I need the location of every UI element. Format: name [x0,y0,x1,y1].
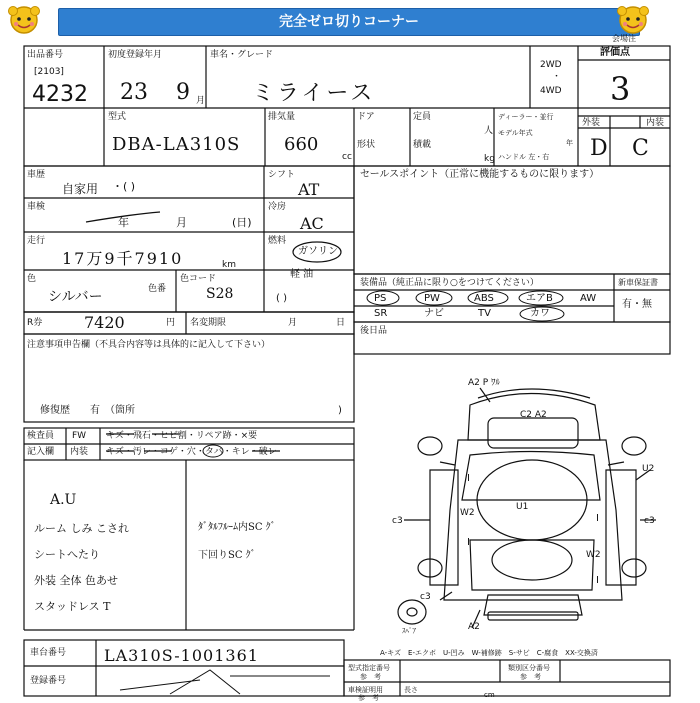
chassis-label: 車台番号 [30,648,67,658]
person-unit: 人 [484,126,494,136]
displacement-label: 排気量 [268,112,296,122]
color-number-label: 色番 [148,284,167,294]
recycle-value: 7420 [84,313,125,332]
equip-tv: TV [478,308,491,319]
damage-mark: C2 A2 [520,410,547,420]
diagram-legend: A-キズ E-エクボ U-凹み W-補修跡 S-サビ C-腐食 XX-交換済 [380,649,598,657]
type-spec-sub: 参 考 [360,673,381,681]
sales-point-label: セールスポイント（正常に機能するものに限ります） [360,169,600,180]
rating-value: 3 [610,70,631,108]
month-unit: 月 [196,96,206,106]
drive-4wd: 4WD [540,86,562,96]
model-name-label: 車名・グレード [210,50,274,60]
yen-unit: 円 [166,318,176,328]
interior-label: 内装 [646,118,665,128]
damage-mark: U1 [516,502,529,512]
rear-seat-label: 後日品 [360,326,388,336]
cm-unit: cm [484,691,495,699]
lot-label: 出品番号 [27,50,64,60]
fw-items: キズ・飛石・ヒビ割・リペア跡・×要 [106,431,258,441]
inspection-day: (日) [232,216,252,229]
note-line: シートへたり [34,548,100,561]
note-line: A.U [50,492,77,508]
equip-airbag: エアB [526,293,553,304]
color-label: 色 [27,274,37,284]
cc-unit: cc [342,152,352,162]
fuel-diesel: 軽 油 [290,269,314,280]
damage-mark: I [596,513,599,524]
equipment-label: 装備品（純正品に限り○をつけてください） [360,278,539,288]
history-value: 自家用 [62,182,99,196]
damage-mark: W2 [586,550,601,560]
handle-label: ハンドル 左・右 [498,153,550,161]
notes-label: 注意事項申告欄（不具合内容等は具体的に記入して下さい） [27,340,271,350]
damage-mark: c3 [644,516,655,526]
first-reg-year: 23 [120,80,148,105]
name-change-label: 名変期限 [190,318,227,328]
color-code: S28 [206,286,234,302]
cert-label: 車検証明用 [348,686,383,694]
kg-unit: kg [484,154,495,164]
entry-label: 記入欄 [27,447,55,457]
exterior-label: 外装 [582,118,601,128]
fuel-label: 燃料 [268,236,287,246]
inspection-month: 月 [176,216,187,229]
equip-leather: カワ [530,308,550,319]
banner-title: 完全ゼロ切りコーナー [279,14,419,30]
class-label: 類別区分番号 [508,664,550,672]
note-right-line: ﾀﾞﾀﾙﾌﾙｰﾑ内SC ｸﾞ [198,522,276,533]
displacement-value: 660 [284,134,319,155]
shift-label: シフト [268,170,296,180]
exterior-grade: D [590,136,608,161]
cert-sub: 参 考 [358,694,379,702]
inspector-label: 検査員 [27,431,55,441]
damage-mark: I [596,575,599,586]
color-value: シルバー [48,289,103,305]
note-line: 外装 全体 色あせ [34,574,118,587]
inspection-label: 車検 [27,202,46,212]
equip-sr: SR [374,308,388,319]
note-line: スタッドレス T [34,600,111,613]
name-change-month: 月 [288,318,298,328]
model-name: ミライース [252,81,376,106]
equip-abs: ABS [474,293,494,304]
int-label: 内装 [70,447,89,457]
type-spec-label: 型式指定番号 [348,664,390,672]
damage-mark: c3 [420,592,431,602]
mileage-label: 走行 [27,236,46,246]
equip-aw: AW [580,293,597,304]
length-label: 長さ [404,686,418,694]
warranty-value: 有・無 [622,299,652,310]
repair-close: ) [338,405,342,416]
load-label: 積載 [413,140,432,150]
ac-value: AC [300,214,324,233]
fuel-gasoline: ガソリン [298,246,338,257]
model-year-label: モデル年式 [498,129,533,137]
rating-top: 会場注 [612,34,636,43]
drive-dot: ・ [552,72,562,82]
type-value: DBA-LA310S [112,134,241,155]
rating-label: 評価点 [600,47,630,58]
class-sub: 参 考 [520,673,541,681]
lot-code: [2103] [34,67,64,77]
lot-number: 4232 [32,82,88,107]
equip-pw: PW [424,293,440,304]
fuel-paren: ( ) [276,293,287,304]
damage-mark: I [467,537,470,548]
inspection-year: 年 [118,216,129,229]
ac-label: 冷房 [268,202,287,212]
fw-label: FW [72,431,87,441]
damage-mark: W2 [460,508,475,518]
repair-label: 修復歴 有 （箇所 [40,405,135,416]
warranty-label: 新車保証書 [618,278,658,287]
drive-2wd: 2WD [540,60,562,70]
damage-mark: U2 [642,464,655,474]
damage-mark: A2 P ﾜﾙ [468,378,501,388]
damage-mark: c3 [392,516,403,526]
chassis-value: LA310S-1001361 [104,646,259,665]
shape-label: 形状 [357,140,376,150]
color-code-label: 色コード [180,274,217,284]
damage-mark: I [467,473,470,484]
year-unit: 年 [566,139,573,147]
equip-ps: PS [374,293,387,304]
spare-label: ｽﾍﾟｱ [402,627,416,635]
type-label: 型式 [108,112,127,122]
capacity-label: 定員 [413,112,432,122]
reg-label: 登録番号 [30,676,67,686]
note-line: ルーム しみ こされ [34,522,129,535]
damage-mark: A2 [468,622,480,632]
door-label: ドア [357,112,375,122]
note-right-line: 下回りSC ｸﾞ [198,550,256,561]
first-reg-month: 9 [176,80,190,105]
interior-grade: C [632,136,649,161]
history-rest: ・( ) [112,180,136,193]
recycle-label: R券 [27,318,43,328]
history-label: 車歴 [27,170,46,180]
km-unit: km [222,260,236,270]
name-change-day: 日 [336,318,346,328]
equip-navi: ナビ [424,308,444,319]
dealer-label: ディーラー・並行 [498,113,554,121]
first-reg-label: 初度登録年月 [108,50,163,60]
int-items: キズ・汚レ・コゲ・穴・タバ・キレ・破レ [106,447,277,457]
shift-value: AT [298,180,320,199]
mileage-value: 17万9千7910 [62,249,184,268]
